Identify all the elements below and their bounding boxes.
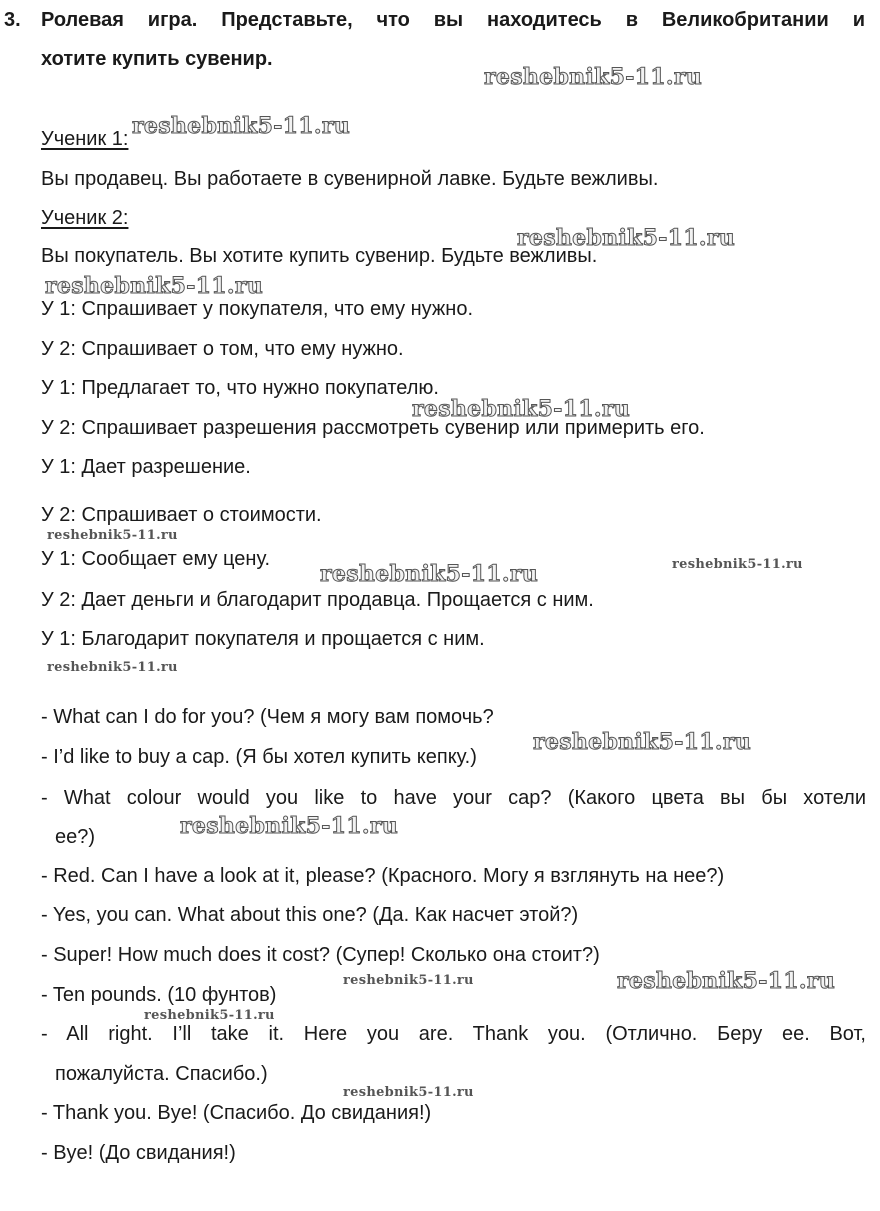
watermark: reshebnik5-11.ru xyxy=(47,660,178,675)
watermark: reshebnik5-11.ru xyxy=(180,813,399,839)
dialogue-line: - What colour would you like to have your cap? (Какого цвета вы бы хотели xyxy=(41,787,866,809)
step-item: У 1: Предлагает то, что нужно покупателю. xyxy=(41,377,439,399)
task-title-line-1: Ролевая игра. Представьте, что вы находитесь в Великобритании и xyxy=(41,9,865,31)
dialogue-line: - Ten pounds. (10 фунтов) xyxy=(41,984,277,1006)
watermark: reshebnik5-11.ru xyxy=(132,113,351,139)
watermark: reshebnik5-11.ru xyxy=(144,1008,275,1023)
step-item: У 1: Сообщает ему цену. xyxy=(41,548,271,570)
watermark: reshebnik5-11.ru xyxy=(484,64,703,90)
dialogue-line: - I’d like to buy a cap. (Я бы хотел купить кепку.) xyxy=(41,746,477,768)
watermark: reshebnik5-11.ru xyxy=(343,973,474,988)
watermark: reshebnik5-11.ru xyxy=(672,557,803,572)
watermark: reshebnik5-11.ru xyxy=(343,1085,474,1100)
student-2-label: Ученик 2: xyxy=(41,207,129,229)
step-item: У 2: Спрашивает о стоимости. xyxy=(41,504,322,526)
step-item: У 2: Дает деньги и благодарит продавца. Прощается с ним. xyxy=(41,589,594,611)
watermark: reshebnik5-11.ru xyxy=(320,561,539,587)
step-item: У 2: Спрашивает о том, что ему нужно. xyxy=(41,338,404,360)
watermark: reshebnik5-11.ru xyxy=(617,968,836,994)
step-item: У 1: Спрашивает у покупателя, что ему нужно. xyxy=(41,298,474,320)
watermark: reshebnik5-11.ru xyxy=(517,225,736,251)
task-number: 3. xyxy=(4,9,21,31)
dialogue-line: - Red. Can I have a look at it, please? (Красного. Могу я взглянуть на нее?) xyxy=(41,865,725,887)
dialogue-line: - Thank you. Bye! (Спасибо. До свидания!) xyxy=(41,1102,432,1124)
dialogue-line: - What can I do for you? (Чем я могу вам помочь? xyxy=(41,706,494,728)
dialogue-line: пожалуйста. Спасибо.) xyxy=(55,1063,268,1085)
step-item: У 1: Дает разрешение. xyxy=(41,456,251,478)
dialogue-line: - Super! How much does it cost? (Супер! Сколько она стоит?) xyxy=(41,944,600,966)
step-item: У 2: Спрашивает разрешения рассмотреть сувенир или примерить его. xyxy=(41,417,705,439)
dialogue-line: ее?) xyxy=(55,826,96,848)
student-1-label: Ученик 1: xyxy=(41,128,129,150)
dialogue-line: - All right. I’ll take it. Here you are. Thank you. (Отлично. Беру ее. Вот, xyxy=(41,1023,866,1045)
watermark: reshebnik5-11.ru xyxy=(533,729,752,755)
task-title-line-2: хотите купить сувенир. xyxy=(41,48,273,70)
dialogue-line: - Bye! (До свидания!) xyxy=(41,1142,236,1164)
step-item: У 1: Благодарит покупателя и прощается с ним. xyxy=(41,628,485,650)
watermark: reshebnik5-11.ru xyxy=(47,528,178,543)
dialogue-line: - Yes, you can. What about this one? (Да. Как насчет этой?) xyxy=(41,904,579,926)
student-1-role: Вы продавец. Вы работаете в сувенирной лавке. Будьте вежливы. xyxy=(41,168,659,190)
watermark: reshebnik5-11.ru xyxy=(412,396,631,422)
student-2-role: Вы покупатель. Вы хотите купить сувенир. Будьте вежливы. xyxy=(41,245,598,267)
watermark: reshebnik5-11.ru xyxy=(45,273,264,299)
